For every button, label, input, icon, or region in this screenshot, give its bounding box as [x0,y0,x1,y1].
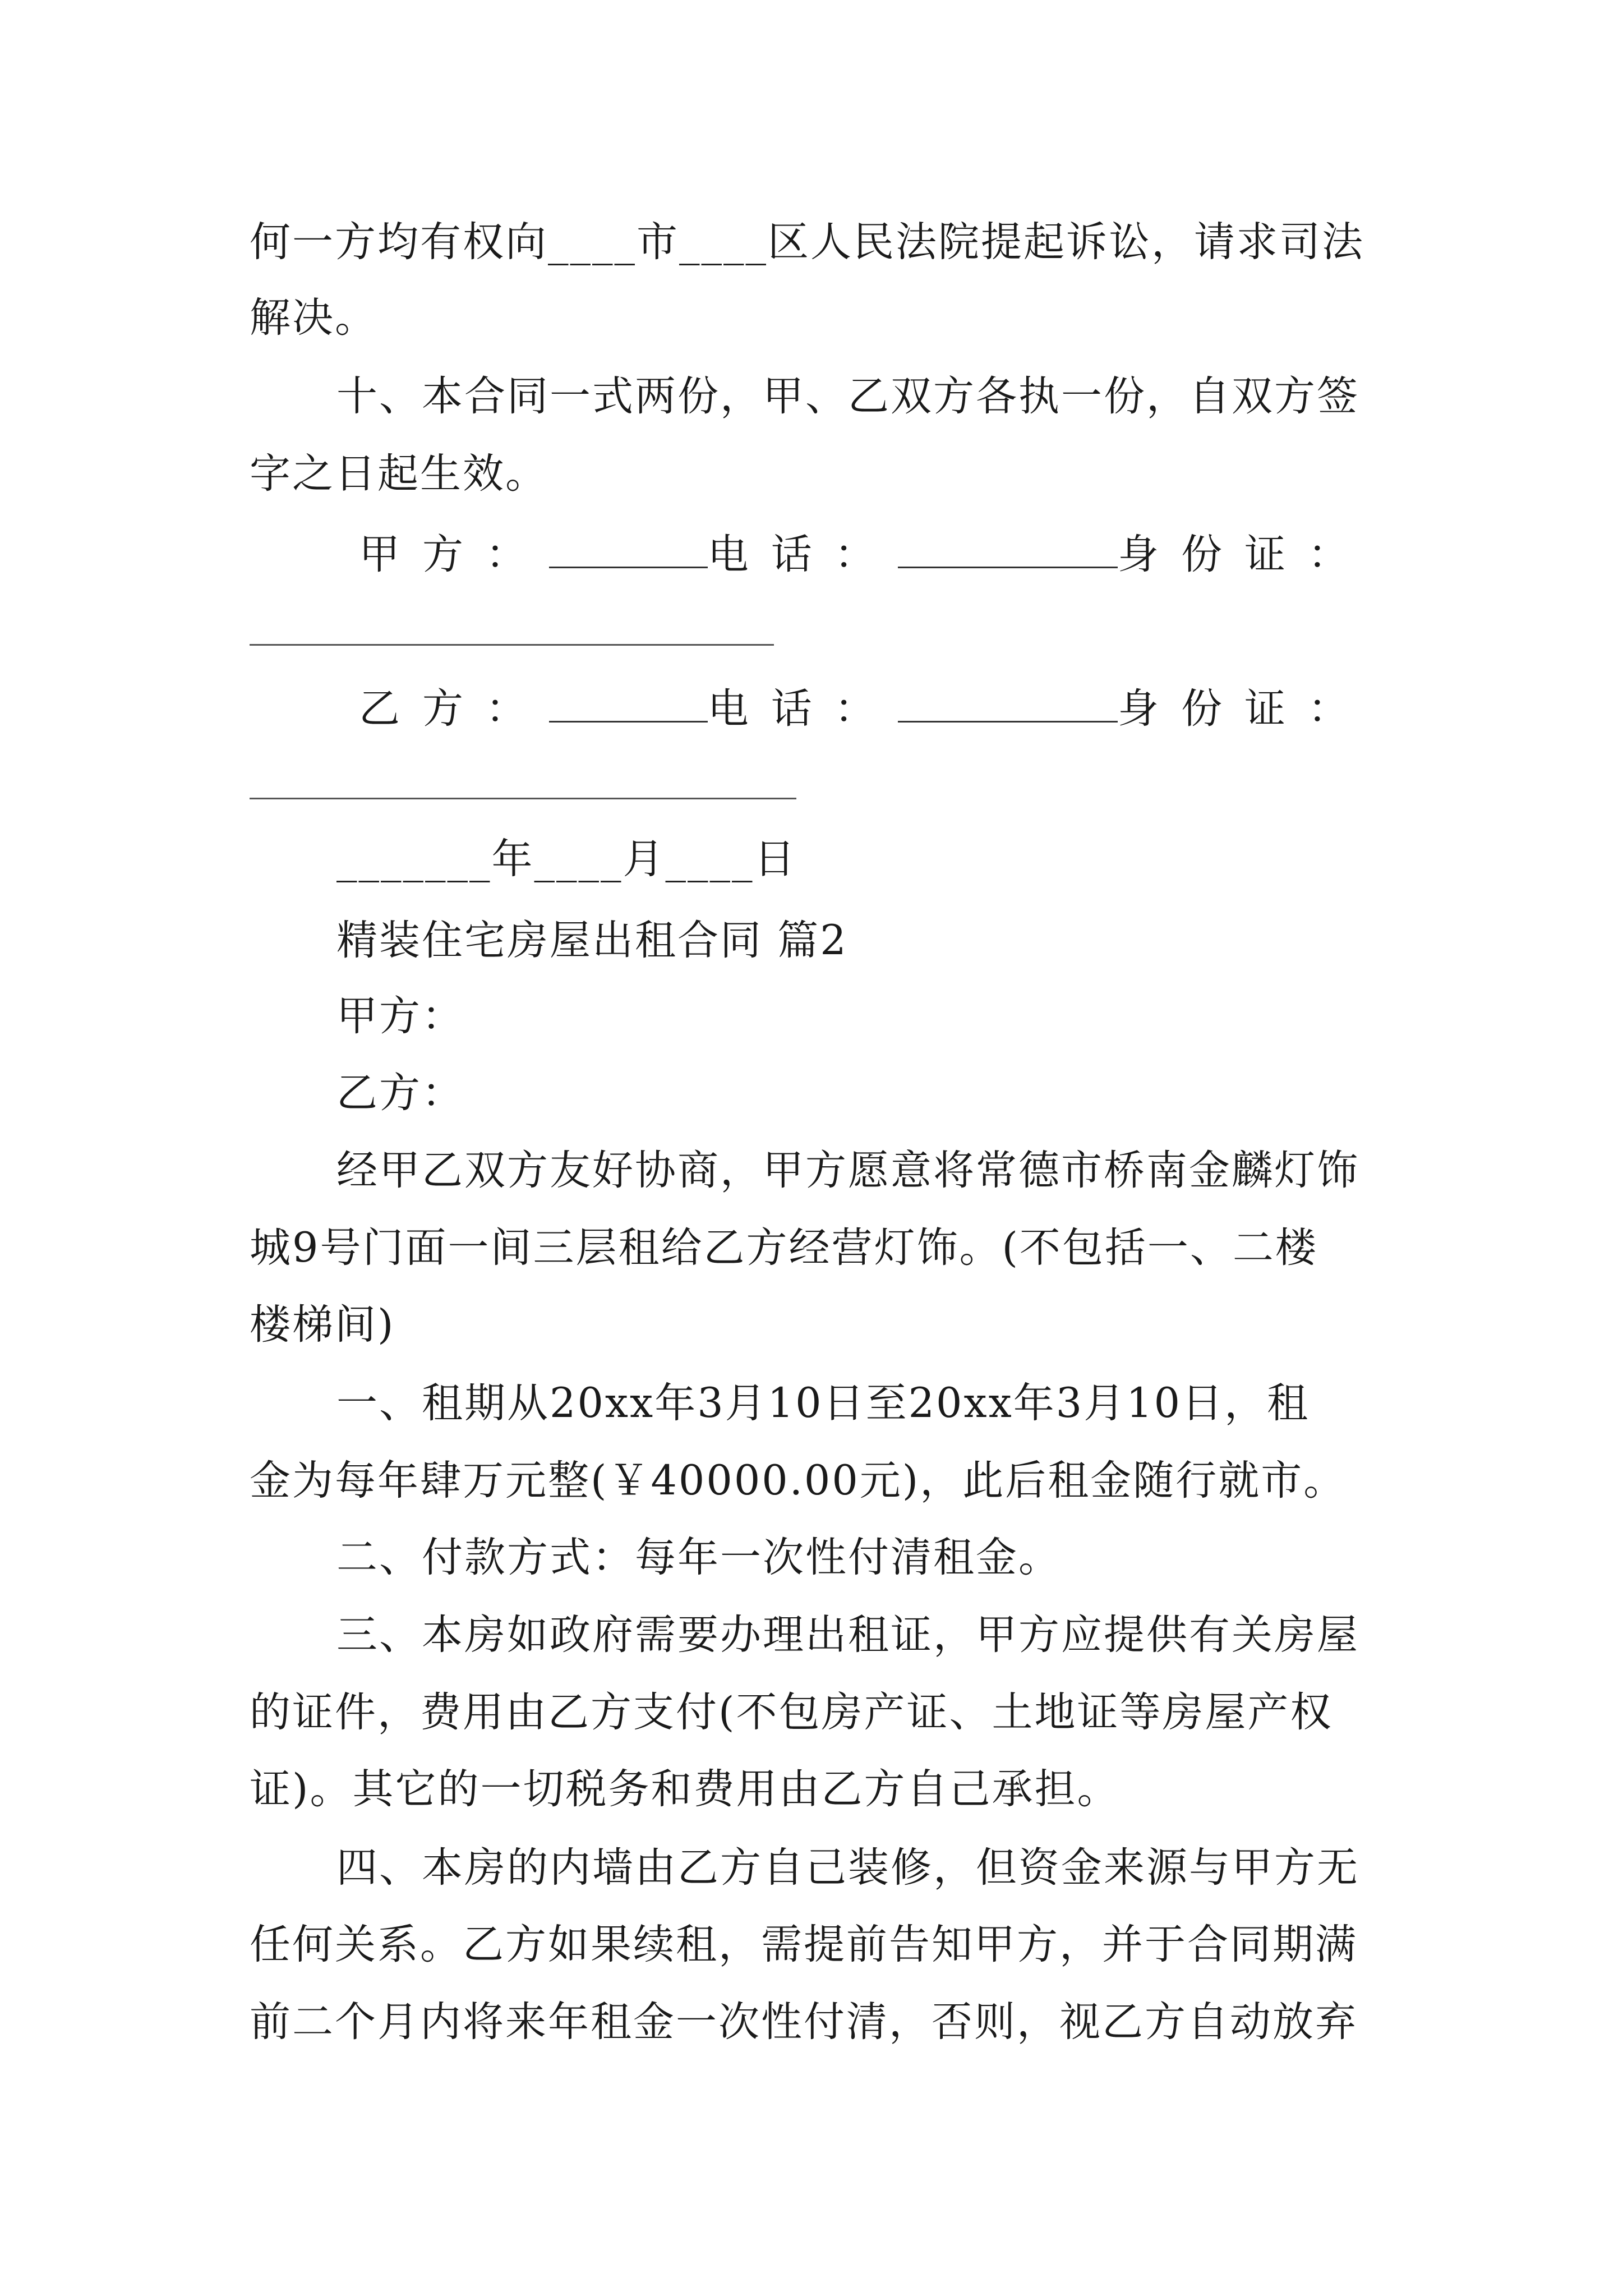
id-label: 身份证： [1118,685,1371,733]
phone-blank[interactable] [898,533,1118,568]
contract-title: 精装住宅房屋出租合同 篇2 [336,917,848,964]
clause-two: 二、付款方式：每年一次性付清租金。 [336,1534,1061,1581]
id-blank-a[interactable] [250,644,774,646]
text-line: 的证件，费用由乙方支付(不包房产证、土地证等房屋产权 [250,1688,1333,1736]
text-line: 解决。 [250,294,377,342]
clause-ten: 十、本合同一式两份，甲、乙双方各执一份，自双方签 [336,372,1359,420]
party-b-label: 乙方： [359,685,549,733]
clause-four: 四、本房的内墙由乙方自己装修，但资金来源与甲方无 [336,1844,1359,1892]
party-b-line: 乙方： [336,1069,464,1117]
text-line: 任何关系。乙方如果续租，需提前告知甲方，并于合同期满 [250,1921,1358,1968]
party-a-label: 甲方： [359,531,549,578]
id-label: 身份证： [1118,531,1371,578]
id-blank-b[interactable] [250,798,796,799]
text-line: 金为每年肆万元整(￥40000.00元)，此后租金随行就市。 [250,1457,1347,1504]
text-line: 何一方均有权向____市____区人民法院提起诉讼，请求司法 [250,218,1364,266]
party-a-line: 甲方： [336,992,464,1040]
phone-label: 电话： [707,531,898,578]
text-line: 楼梯间) [250,1301,395,1349]
signature-row-b [359,685,1371,733]
phone-blank[interactable] [898,687,1118,723]
paragraph-intro: 经甲乙双方友好协商，甲方愿意将常德市桥南金麟灯饰 [336,1147,1359,1194]
party-b-blank[interactable] [549,687,708,723]
phone-label: 电话： [707,685,898,733]
text-line: 前二个月内将来年租金一次性付清，否则，视乙方自动放弃 [250,1998,1358,2046]
clause-three: 三、本房如政府需要办理出租证，甲方应提供有关房屋 [336,1611,1359,1659]
date-line: _______年____月____日 [336,835,797,883]
text-line: 字之日起生效。 [250,450,548,498]
text-line: 城9号门面一间三层租给乙方经营灯饰。(不包括一、二楼 [250,1224,1318,1272]
signature-row-a [359,531,1371,578]
text-line: 证)。其它的一切税务和费用由乙方自己承担。 [250,1765,1120,1813]
clause-one: 一、租期从20xx年3月10日至20xx年3月10日，租 [336,1379,1310,1427]
party-a-blank[interactable] [549,533,708,568]
